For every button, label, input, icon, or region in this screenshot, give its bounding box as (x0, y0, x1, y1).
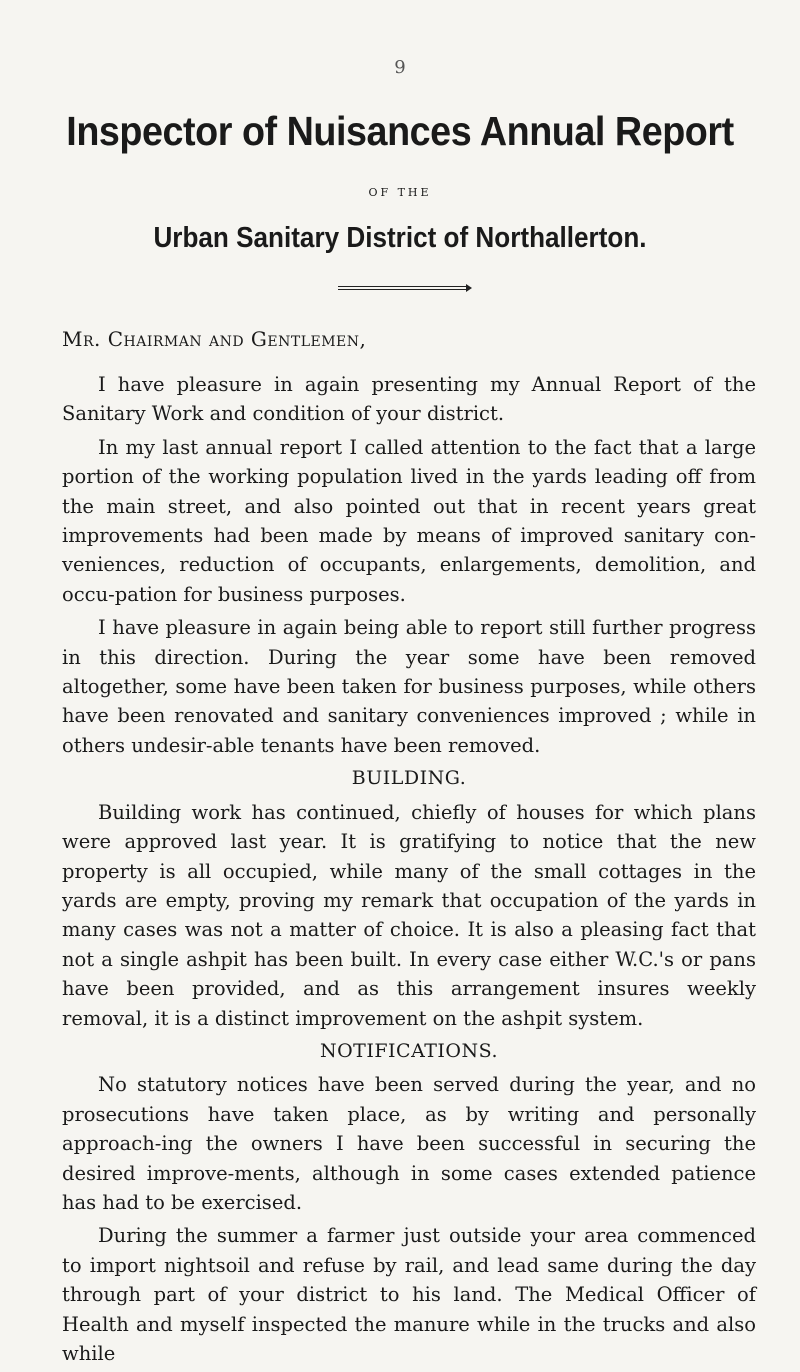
salutation: Mr. Chairman and Gentlemen, (62, 327, 367, 351)
paragraph-intro: I have pleasure in again presenting my Annual Report of the Sanitary Work and condition of your district. (62, 373, 756, 426)
page-number: 9 (394, 57, 406, 78)
district-subtitle: Urban Sanitary District of Northallerton. (153, 222, 647, 254)
of-the-label: OF THE (368, 186, 432, 199)
paragraph-progress: I have pleasure in again being able to report still further progress in this direction. During the year some have been removed altogether, some have been taken for business purposes, while others have been renovated and sanitary conveniences improved ; while in others undesir-able tenants have been removed. (62, 616, 756, 757)
report-title: Inspector of Nuisances Annual Report (66, 108, 734, 154)
paragraph-nightsoil: During the summer a farmer just outside your area commenced to import nightsoil and refuse by rail, and lead same during the day through part of your district to his land. The Medical Officer of Health and myself inspected the manure while in the trucks and also while (62, 1224, 756, 1365)
report-body (62, 370, 756, 1372)
heading-notifications: NOTIFICATIONS. (319, 1039, 499, 1062)
paragraph-last-report: In my last annual report I called attention to the fact that a large portion of the working population lived in the yards leading off from the main street, and also pointed out that in recent years great improvements had been made by means of improved sanitary con-veniences, reduction of occupants, enlargements, demolition, and occu-pation for business purposes. (62, 435, 756, 606)
heading-building: BUILDING. (351, 767, 467, 790)
decorative-rule (338, 286, 466, 290)
paragraph-notifications: No statutory notices have been served during the year, and no prosecutions have taken place, as by writing and personally approach-ing the owners I have been successful in securing the desired improve-ments, although in some cases extended patience has had to be exercised. (62, 1073, 756, 1214)
paragraph-building: Building work has continued, chiefly of houses for which plans were approved last year. It is gratifying to notice that the new property is all occupied, while many of the small cottages in the yards are empty, proving my remark that occupation of the yards in many cases was not a matter of choice. It is also a pleasing fact that not a single ashpit has been built. In every case either W.C.'s or pans have been provided, and as this arrangement insures weekly removal, it is a distinct improvement on the ashpit system. (62, 800, 756, 1030)
